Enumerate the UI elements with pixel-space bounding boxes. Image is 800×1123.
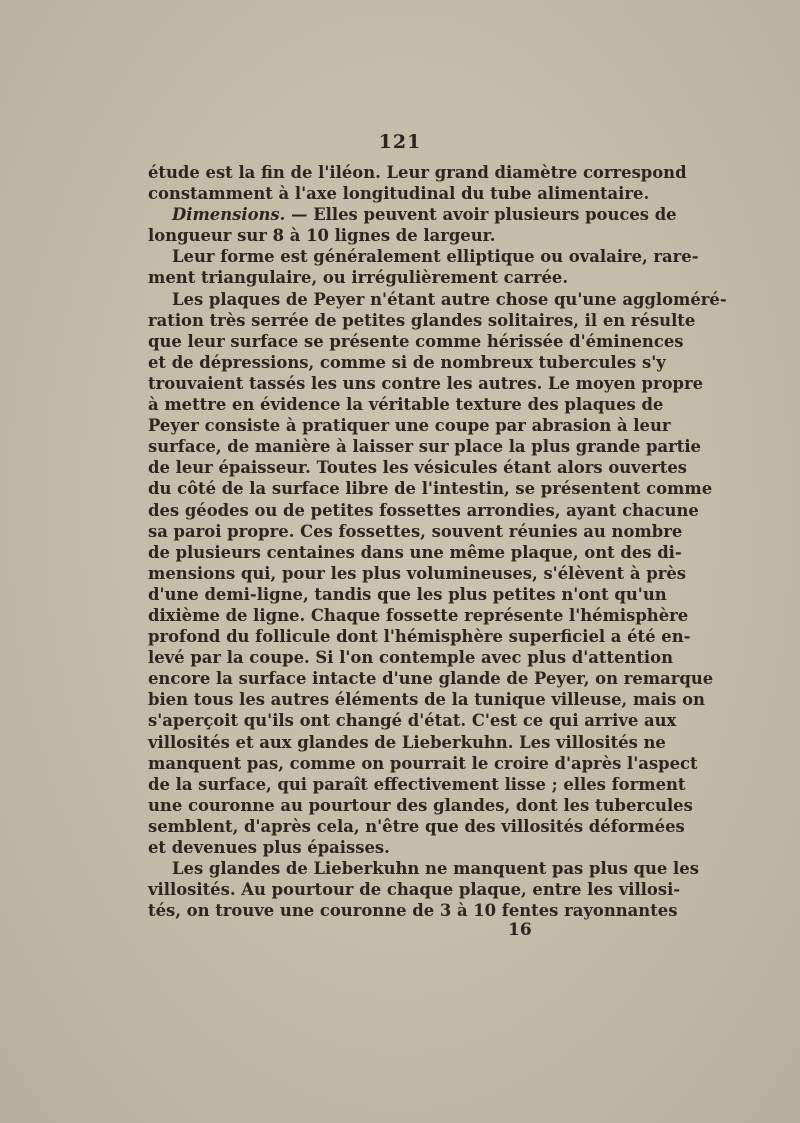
text-line — [148, 225, 586, 246]
line-text: des géodes ou de petites fossettes arrondies, ayant chacune — [148, 500, 699, 520]
line-text: longueur sur 8 à 10 lignes de largeur. — [148, 226, 496, 246]
line-text: à mettre en évidence la véritable texture des plaques de — [148, 395, 664, 415]
text-line — [148, 900, 678, 921]
line-text: Leur forme est généralement elliptique ou ovalaire, rare- — [172, 247, 699, 267]
body-text — [148, 162, 727, 921]
text-line — [148, 267, 586, 288]
line-text: de leur épaisseur. Toutes les vésicules étant alors ouvertes — [148, 458, 687, 478]
line-text: et de dépressions, comme si de nombreux tubercules s'y — [148, 352, 666, 372]
text-line — [148, 732, 666, 753]
text-line — [148, 647, 674, 668]
line-text: Les plaques de Peyer n'étant autre chose qu'une aggloméré- — [172, 289, 727, 309]
text-line — [148, 373, 704, 394]
text-line — [148, 162, 687, 183]
line-text: ment triangulaire, ou irrégulièrement carrée. — [148, 268, 569, 288]
line-text: manquent pas, comme on pourrait le croire d'après l'aspect — [148, 753, 698, 773]
line-text: tés, on trouve une couronne de 3 à 10 fentes rayonnantes — [148, 901, 678, 921]
text-line — [148, 795, 693, 816]
line-text: encore la surface intacte d'une glande de Peyer, on remarque — [148, 669, 714, 689]
line-text: semblent, d'après cela, n'être que des villosités déformées — [148, 816, 685, 836]
text-line — [148, 858, 699, 879]
line-text: de plusieurs centaines dans une même plaque, ont des di- — [148, 542, 682, 562]
line-text: surface, de manière à laisser sur place la plus grande partie — [148, 437, 701, 457]
line-text: Les glandes de Lieberkuhn ne manquent pas plus que les — [172, 859, 699, 879]
text-line — [148, 710, 677, 731]
text-line: Dimensions. — Elles peuvent avoir plusieurs pouces de — [172, 205, 677, 225]
line-text: Elles peuvent avoir plusieurs pouces de — [313, 205, 677, 225]
text-line — [148, 289, 727, 310]
line-text: d'une demi-ligne, tandis que les plus petites n'ont qu'un — [148, 584, 667, 604]
text-line — [148, 584, 667, 605]
line-text: profond du follicule dont l'hémisphère superficiel a été en- — [148, 627, 691, 647]
text-line — [148, 415, 671, 436]
line-text: dixième de ligne. Chaque fossette représente l'hémisphère — [148, 605, 689, 625]
text-line — [148, 331, 684, 352]
text-line — [148, 183, 650, 204]
line-text: et devenues plus épaisses. — [148, 838, 390, 857]
text-line — [148, 626, 691, 647]
page-number: 121 — [378, 131, 422, 153]
text-line — [148, 352, 666, 373]
line-text: trouvaient tassés les uns contre les autres. Le moyen propre — [148, 373, 704, 393]
text-line — [148, 774, 686, 795]
text-line — [148, 563, 687, 584]
text-line — [148, 879, 681, 900]
text-line — [148, 478, 713, 499]
text-line — [148, 521, 683, 542]
line-text: du côté de la surface libre de l'intestin, se présentent comme — [148, 479, 713, 499]
line-text: s'aperçoit qu'ils ont changé d'état. C'est ce qui arrive aux — [148, 711, 677, 731]
text-line — [148, 668, 714, 689]
line-text: bien tous les autres éléments de la tunique villeuse, mais on — [148, 690, 705, 710]
line-text: une couronne au pourtour des glandes, dont les tubercules — [148, 795, 693, 815]
line-text: mensions qui, pour les plus volumineuses, s'élèvent à près — [148, 563, 687, 583]
text-line — [148, 542, 682, 563]
text-line — [148, 837, 586, 858]
signature-mark: 16 — [508, 920, 532, 940]
line-text: ration très serrée de petites glandes solitaires, il en résulte — [148, 310, 696, 330]
line-text: que leur surface se présente comme hérissée d'éminences — [148, 331, 684, 351]
line-text: étude est la fin de l'iléon. Leur grand diamètre correspond — [148, 163, 687, 182]
text-line — [148, 457, 687, 478]
text-line — [148, 753, 698, 774]
line-text: villosités et aux glandes de Lieberkuhn. Les villosités ne — [148, 732, 666, 752]
text-line — [148, 689, 705, 710]
text-line — [148, 436, 701, 457]
section-lead: Dimensions. — [172, 205, 286, 225]
text-line — [148, 310, 696, 331]
text-line — [148, 816, 685, 837]
line-text: constamment à l'axe longitudinal du tube alimentaire. — [148, 184, 650, 204]
text-line — [148, 246, 699, 267]
text-line — [148, 394, 664, 415]
text-line — [148, 605, 689, 626]
line-text: Peyer consiste à pratiquer une coupe par abrasion à leur — [148, 416, 671, 436]
line-text: de la surface, qui paraît effectivement lisse ; elles forment — [148, 774, 686, 794]
line-text: levé par la coupe. Si l'on contemple avec plus d'attention — [148, 648, 674, 668]
text-line — [148, 500, 699, 521]
line-text: sa paroi propre. Ces fossettes, souvent réunies au nombre — [148, 521, 683, 541]
line-text: villosités. Au pourtour de chaque plaque, entre les villosi- — [148, 880, 681, 900]
